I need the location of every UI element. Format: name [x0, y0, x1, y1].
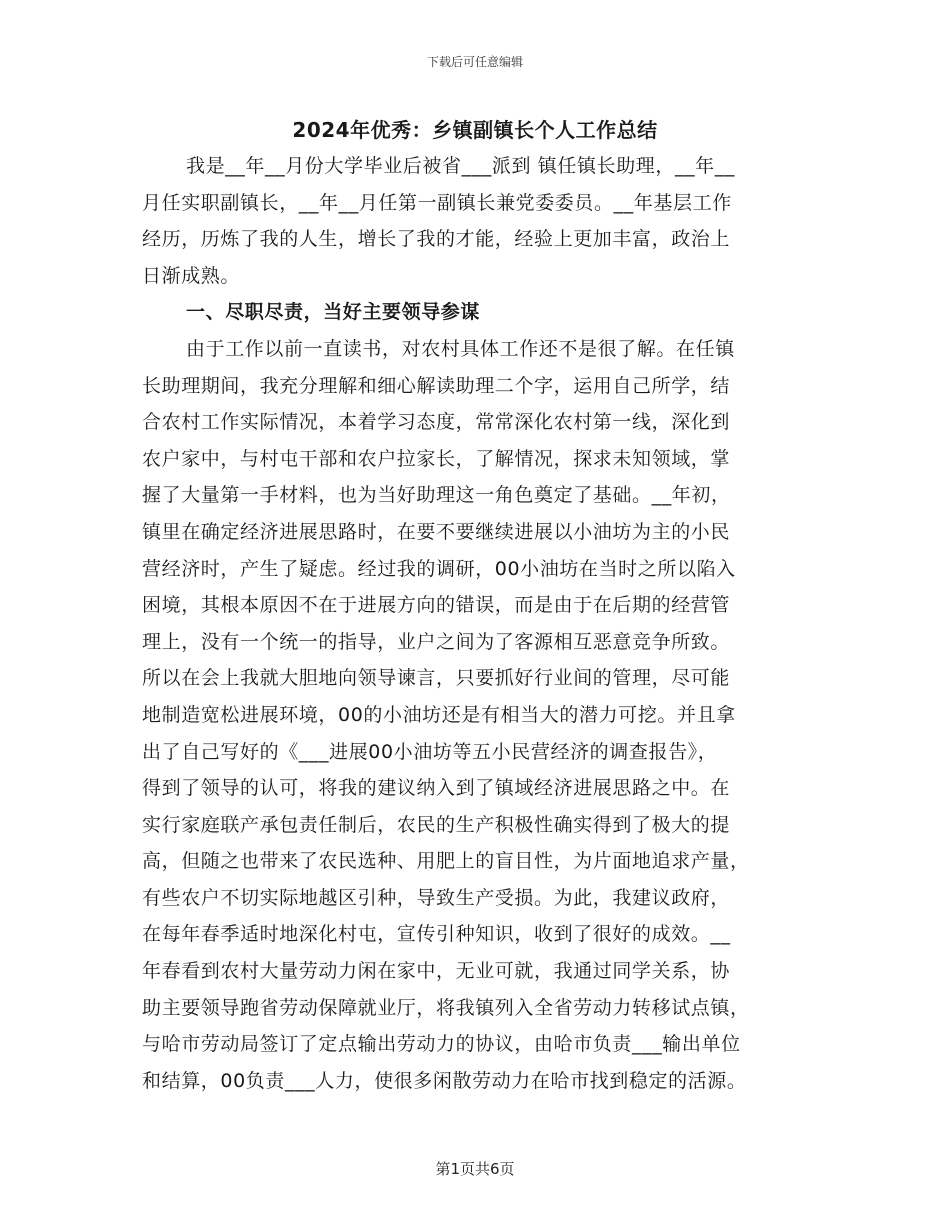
body-line: 出了自己写好的《___进展00小油坊等五小民营经济的调查报告》，: [142, 740, 718, 763]
body-line: 与哈市劳动局签订了定点输出劳动力的协议，由哈市负责___输出单位: [142, 1033, 741, 1056]
body-line: 日渐成熟。: [142, 264, 241, 287]
body-line: 经历，历炼了我的人生，增长了我的才能，经验上更加丰富，政治上: [142, 228, 731, 251]
body-line: 握了大量第一手材料，也为当好助理这一角色奠定了基础。__年初，: [142, 484, 731, 507]
body-line: 合农村工作实际情况，本着学习态度，常常深化农村第一线，深化到: [142, 411, 731, 434]
page-footer: 第1页共6页: [435, 1160, 515, 1178]
body-line: 困境，其根本原因不在于进展方向的错误，而是由于在后期的经营管: [142, 594, 731, 617]
body-line: 高，但随之也带来了农民选种、用肥上的盲目性，为片面地追求产量，: [142, 850, 750, 873]
body-line: 在每年春季适时地深化村屯，宣传引种知识，收到了很好的成效。__: [142, 923, 731, 946]
body-line: 由于工作以前一直读书，对农村具体工作还不是很了解。在任镇: [186, 337, 735, 360]
body-line: 有些农户不切实际地越区引种，导致生产受损。为此，我建议政府，: [142, 886, 731, 909]
document-body: [142, 148, 808, 1099]
body-line: 助主要领导跑省劳动保障就业厅，将我镇列入全省劳动力转移试点镇，: [142, 996, 750, 1019]
body-line: 我是__年__月份大学毕业后被省___派到 镇任镇长助理，__年__: [186, 155, 735, 177]
body-line: 理上，没有一个统一的指导，业户之间为了客源相互恶意竞争所致。: [142, 630, 731, 653]
document-title: 2024年优秀：乡镇副镇长个人工作总结: [292, 118, 658, 142]
body-line: 农户家中，与村屯干部和农户拉家长，了解情况，探求未知领域，掌: [142, 447, 731, 470]
body-line: 和结算，00负责___人力，使很多闲散劳动力在哈市找到稳定的活源。: [142, 1069, 747, 1092]
section-heading: 一、尽职尽责，当好主要领导参谋: [186, 301, 481, 324]
body-line: 月任实职副镇长，__年__月任第一副镇长兼党委委员。__年基层工作: [142, 191, 732, 214]
body-line: 得到了领导的认可，将我的建议纳入到了镇域经济进展思路之中。在: [142, 777, 731, 800]
body-line: 地制造宽松进展环境，00的小油坊还是有相当大的潜力可挖。并且拿: [142, 703, 736, 726]
body-line: 镇里在确定经济进展思路时，在要不要继续进展以小油坊为主的小民: [142, 520, 731, 543]
body-line: 年春看到农村大量劳动力闲在家中，无业可就，我通过同学关系，协: [142, 960, 731, 983]
body-line: 所以在会上我就大胆地向领导谏言，只要抓好行业间的管理，尽可能: [142, 667, 731, 690]
body-line: 长助理期间，我充分理解和细心解读助理二个字，运用自己所学，结: [142, 374, 731, 397]
body-line: 营经济时，产生了疑虑。经过我的调研，00小油坊在当时之所以陷入: [142, 557, 736, 580]
body-line: 实行家庭联产承包责任制后，农民的生产积极性确实得到了极大的提: [142, 813, 731, 836]
header-note: 下载后可任意编辑: [426, 55, 523, 69]
